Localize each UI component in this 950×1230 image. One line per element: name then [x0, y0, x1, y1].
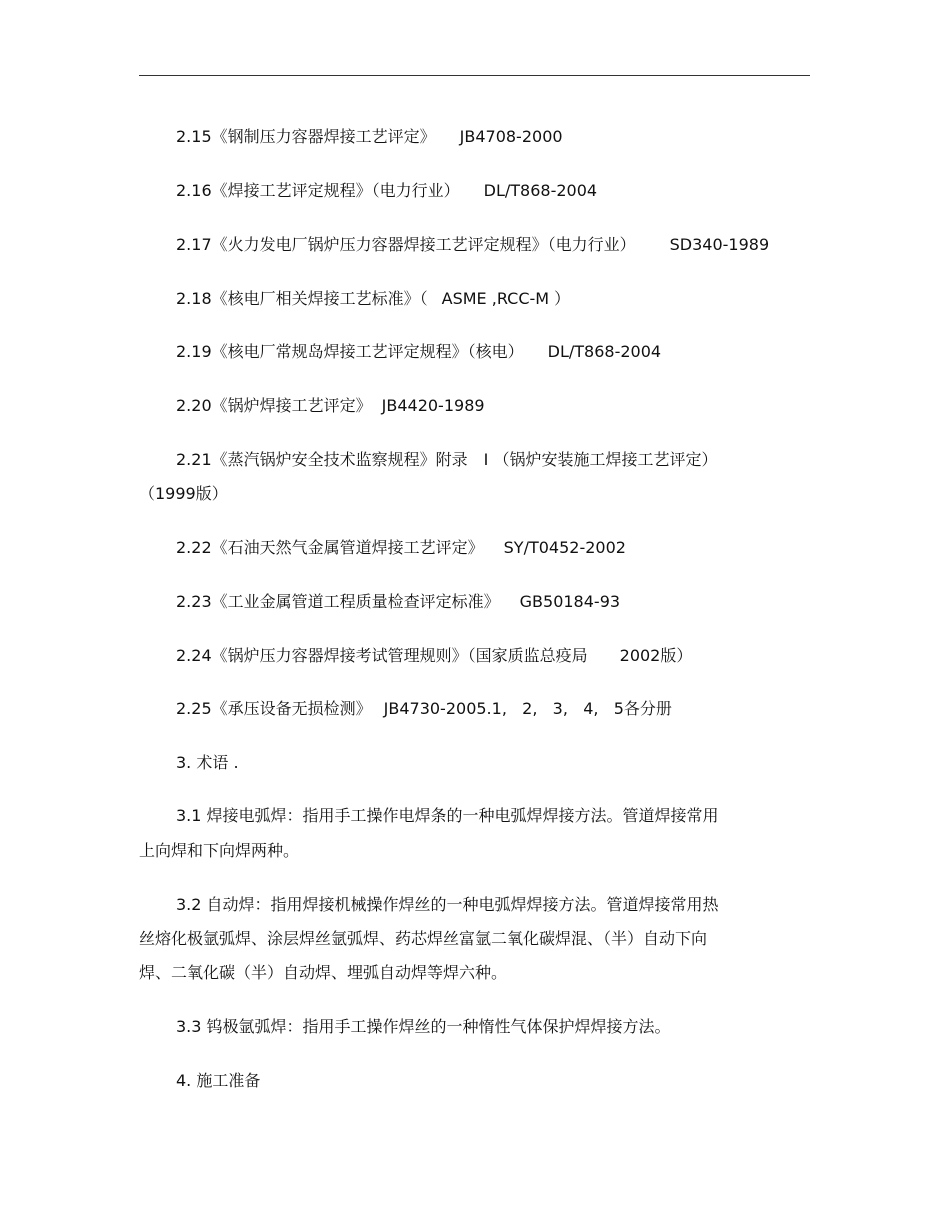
- term-paragraph-line: 上向焊和下向焊两种。: [139, 841, 300, 860]
- term-paragraph-line: 3.2 自动焊：指用焊接机械操作焊丝的一种电弧焊焊接方法。管道焊接常用热: [176, 895, 719, 914]
- term-paragraph-line: 3.3 钨极氩弧焊：指用手工操作焊丝的一种惰性气体保护焊焊接方法。: [176, 1017, 671, 1036]
- reference-item: 2.16《焊接工艺评定规程》（电力行业） DL/T868-2004: [176, 181, 598, 200]
- header-rule: [139, 75, 810, 76]
- reference-item: 2.21《蒸汽锅炉安全技术监察规程》附录 I （锅炉安装施工焊接工艺评定）: [176, 450, 718, 469]
- reference-item: 2.24《锅炉压力容器焊接考试管理规则》（国家质监总疫局 2002版）: [176, 646, 693, 665]
- term-paragraph-line: 焊、二氧化碳（半）自动焊、埋弧自动焊等焊六种。: [139, 963, 508, 982]
- reference-item: 2.19《核电厂常规岛焊接工艺评定规程》（核电） DL/T868-2004: [176, 342, 662, 361]
- reference-item: 2.23《工业金属管道工程质量检查评定标准》 GB50184-93: [176, 592, 621, 611]
- section-heading: 3. 术语 .: [176, 753, 239, 772]
- reference-item: 2.15《钢制压力容器焊接工艺评定》 JB4708-2000: [176, 127, 563, 146]
- reference-item-continuation: （1999版）: [139, 484, 228, 503]
- reference-item: 2.25《承压设备无损检测》 JB4730-2005.1, 2, 3, 4, 5各分册: [176, 699, 672, 718]
- reference-item: 2.18《核电厂相关焊接工艺标准》（ ASME ,RCC-M ）: [176, 289, 571, 308]
- term-paragraph-line: 丝熔化极氩弧焊、涂层焊丝氩弧焊、药芯焊丝富氩二氧化碳焊混、（半）自动下向: [139, 929, 708, 948]
- reference-item: 2.22《石油天然气金属管道焊接工艺评定》 SY/T0452-2002: [176, 538, 626, 557]
- term-paragraph-line: 3.1 焊接电弧焊：指用手工操作电焊条的一种电弧焊焊接方法。管道焊接常用: [176, 806, 719, 825]
- reference-item: 2.20《锅炉焊接工艺评定》 JB4420-1989: [176, 396, 485, 415]
- reference-item: 2.17《火力发电厂锅炉压力容器焊接工艺评定规程》（电力行业） SD340-1989: [176, 235, 770, 254]
- section-heading: 4. 施工准备: [176, 1071, 261, 1090]
